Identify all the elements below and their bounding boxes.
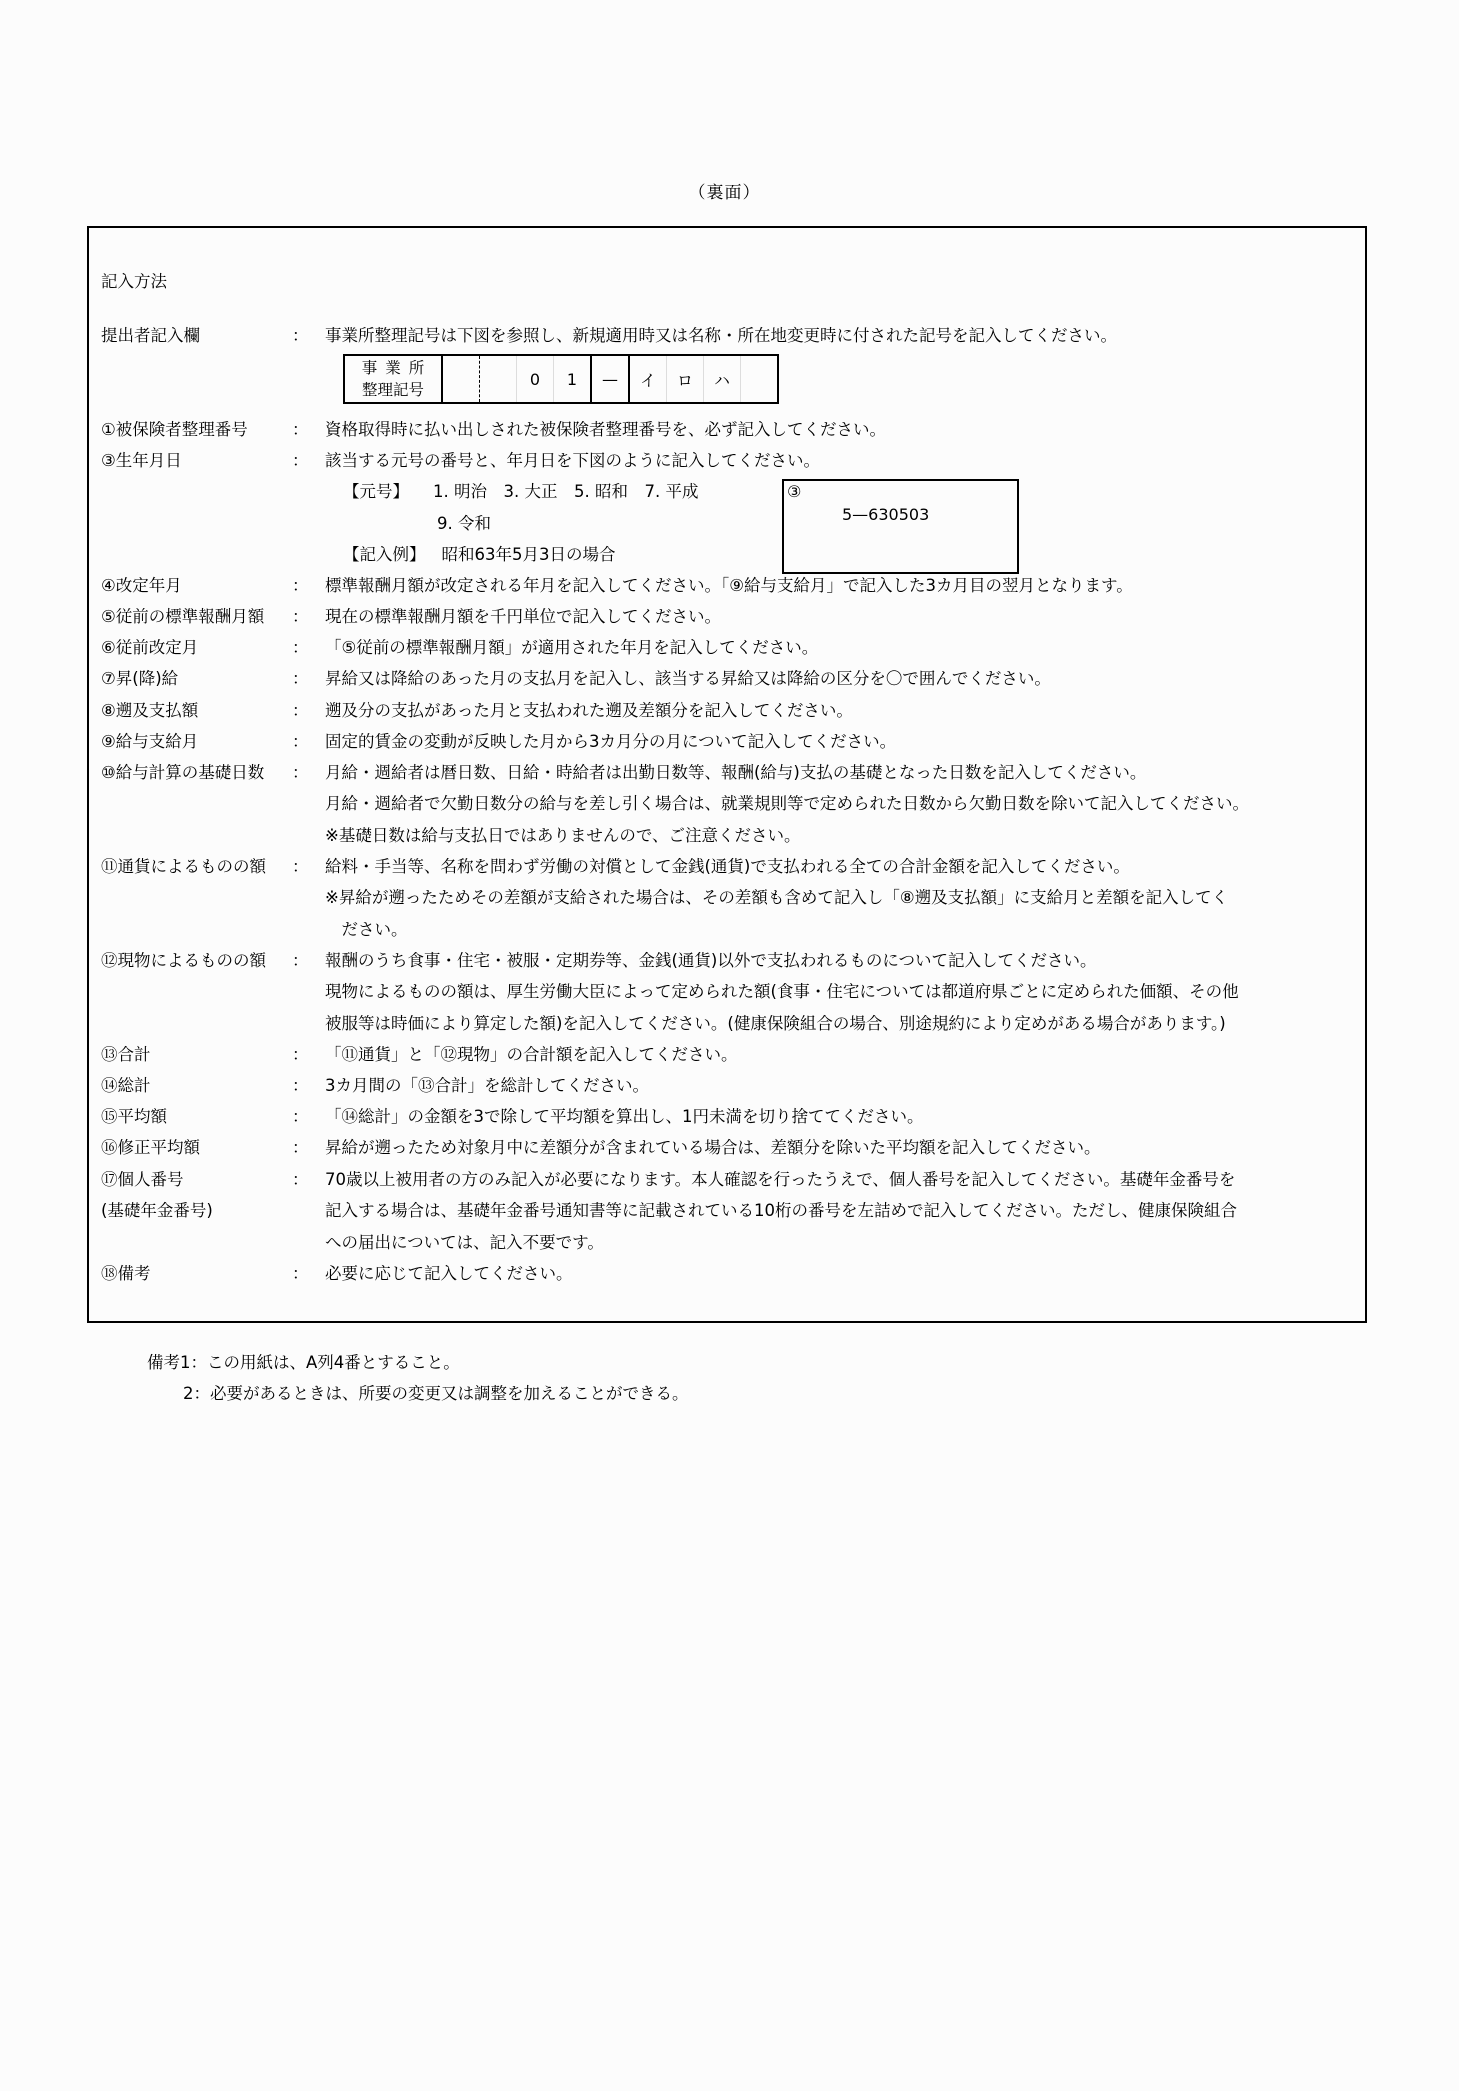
row-colon: ： xyxy=(292,326,309,345)
row-colon: ： xyxy=(292,420,309,439)
desc-line: 固定的賃金の変動が反映した月から3カ月分の月について記入してください。 xyxy=(325,732,897,751)
row-desc xyxy=(325,945,1239,1039)
desc-line: 「⑤従前の標準報酬月額」が適用された年月を記入してください。 xyxy=(325,638,819,657)
row-desc xyxy=(325,1132,1101,1163)
office-code-table xyxy=(343,354,779,404)
row-colon: ： xyxy=(292,1138,309,1157)
row-colon: ： xyxy=(292,857,309,876)
row-colon: ： xyxy=(292,638,309,657)
row-label: ⑯修正平均額 xyxy=(101,1138,200,1157)
row-colon: ： xyxy=(292,1170,309,1189)
row-label: ⑫現物によるものの額 xyxy=(101,951,266,970)
row-label: ⑤従前の標準報酬月額 xyxy=(101,607,265,626)
desc-line: 遡及分の支払があった月と支払われた遡及差額分を記入してください。 xyxy=(325,701,853,720)
instructions-box xyxy=(87,226,1367,1323)
row-label: 提出者記入欄 xyxy=(101,326,200,345)
row-desc xyxy=(325,632,818,663)
row-label-line2: (基礎年金番号) xyxy=(101,1201,213,1221)
row-label: ⑪通貨によるものの額 xyxy=(101,857,266,876)
row-label: ⑱備考 xyxy=(101,1264,151,1283)
desc-line: 「⑭総計」の金額を3で除して平均額を算出し、1円未満を切り捨ててください。 xyxy=(325,1107,924,1126)
desc-line: 現在の標準報酬月額を千円単位で記入してください。 xyxy=(325,607,721,626)
page-title-text: （裏面） xyxy=(688,183,761,203)
desc-line: ※基礎日数は給与支払日ではありませんので、ご注意ください。 xyxy=(325,825,801,845)
row-desc xyxy=(325,757,1249,851)
desc-line: への届出については、記入不要です。 xyxy=(325,1232,604,1252)
row-desc xyxy=(325,695,853,726)
era-example-text: 昭和63年5月3日の場合 xyxy=(441,544,616,564)
row-colon: ： xyxy=(292,607,309,626)
row-label: ⑧遡及支払額 xyxy=(101,701,199,720)
office-code-cell xyxy=(741,356,777,402)
row-colon: ： xyxy=(292,1076,309,1095)
desc-line: 被服等は時価により算定した額)を記入してください。(健康保険組合の場合、別途規約により定めがある場合があります。) xyxy=(325,1013,1226,1033)
row-desc xyxy=(325,726,896,757)
row-label: ⑥従前改定月 xyxy=(101,638,199,657)
office-code-cell: イ xyxy=(630,356,667,402)
desc-line: 昇給又は降給のあった月の支払月を記入し、該当する昇給又は降給の区分を〇で囲んでください。 xyxy=(325,669,1051,688)
row-label: ⑩給与計算の基礎日数 xyxy=(101,763,265,782)
footer-note-2: 2：必要があるときは、所要の変更又は調整を加えることができる。 xyxy=(183,1384,689,1403)
row-desc xyxy=(325,320,1117,351)
row-desc xyxy=(325,1070,649,1101)
footer-note-1: 備考1：この用紙は、A列4番とすること。 xyxy=(147,1353,460,1372)
row-label: ⑮平均額 xyxy=(101,1107,167,1126)
era-label: 【元号】 xyxy=(343,482,409,502)
row-label: ④改定年月 xyxy=(101,576,182,595)
row-label: ③生年月日 xyxy=(101,451,182,470)
row-desc xyxy=(325,1101,924,1132)
row-desc xyxy=(325,1039,738,1070)
row-colon: ： xyxy=(292,951,309,970)
footer-notes xyxy=(147,1347,689,1409)
row-colon: ： xyxy=(292,669,309,688)
desc-line: 標準報酬月額が改定される年月を記入してください。「⑨給与支給月」で記入した3カ月目の翌月となります。 xyxy=(325,576,1133,595)
row-label: ⑭総計 xyxy=(101,1076,151,1095)
row-desc xyxy=(325,601,721,632)
office-code-cell xyxy=(443,356,480,402)
office-code-header-line1: 事業所 xyxy=(361,359,433,377)
desc-line: 現物によるものの額は、厚生労働大臣によって定められた額(食事・住宅については都道府県ごとに定められた価額、その他 xyxy=(325,982,1239,1002)
desc-line: 報酬のうち食事・住宅・被服・定期券等、金銭(通貨)以外で支払われるものについて記入してください。 xyxy=(325,951,1097,970)
desc-line: 「⑪通貨」と「⑫現物」の合計額を記入してください。 xyxy=(325,1045,738,1064)
row-colon: ： xyxy=(292,763,309,782)
era-box-value: 5—630503 xyxy=(842,505,930,524)
desc-line: 月給・週給者で欠勤日数分の給与を差し引く場合は、就業規則等で定められた日数から欠勤日数を除いて記入してください。 xyxy=(325,794,1249,814)
desc-line: 必要に応じて記入してください。 xyxy=(325,1264,573,1283)
office-code-cell: ハ xyxy=(704,356,741,402)
row-label-line1: ⑰個人番号 xyxy=(101,1170,184,1189)
desc-line: 月給・週給者は暦日数、日給・時給者は出勤日数等、報酬(給与)支払の基礎となった日数を記入してください。 xyxy=(325,763,1147,782)
row-desc xyxy=(325,445,820,570)
row-colon: ： xyxy=(292,732,309,751)
row-desc xyxy=(325,1164,1237,1258)
row-desc xyxy=(325,1258,573,1289)
desc-line: 該当する元号の番号と、年月日を下図のように記入してください。 xyxy=(325,451,820,470)
office-code-cell: 1 xyxy=(554,356,592,402)
row-colon: ： xyxy=(292,451,309,470)
desc-line: 3カ月間の「⑬合計」を総計してください。 xyxy=(325,1076,649,1095)
row-label xyxy=(101,1164,213,1227)
section-heading: 記入方法 xyxy=(101,272,167,291)
row-desc xyxy=(325,663,1051,694)
desc-line: ※昇給が遡ったためその差額が支給された場合は、その差額も含めて記入し「⑧遡及支払額」に支給月と差額を記入してく xyxy=(325,888,1229,908)
page-title xyxy=(0,178,1459,203)
office-code-cell: ロ xyxy=(667,356,704,402)
row-desc xyxy=(325,851,1228,945)
row-desc xyxy=(325,414,886,445)
desc-line: 昇給が遡ったため対象月中に差額分が含まれている場合は、差額分を除いた平均額を記入してください。 xyxy=(325,1138,1101,1157)
era-options-line2: 9. 令和 xyxy=(437,513,491,533)
office-code-header xyxy=(345,356,443,402)
office-code-cell: — xyxy=(592,356,630,402)
era-options-line1 xyxy=(325,476,820,507)
era-box-number: ③ xyxy=(787,482,802,501)
row-colon: ： xyxy=(292,1264,309,1283)
desc-line: 70歳以上被用者の方のみ記入が必要になります。本人確認を行ったうえで、個人番号を記入してください。基礎年金番号を xyxy=(325,1170,1236,1189)
desc-line: 給料・手当等、名称を問わず労働の対償として金銭(通貨)で支払われる全ての合計金額を記入してください。 xyxy=(325,857,1130,876)
office-code-header-line2: 整理記号 xyxy=(361,381,424,399)
row-desc xyxy=(325,570,1133,601)
row-label: ⑬合計 xyxy=(101,1045,151,1064)
desc-line: 事業所整理記号は下図を参照し、新規適用時又は名称・所在地変更時に付された記号を記入してください。 xyxy=(325,326,1117,345)
desc-line: 記入する場合は、基礎年金番号通知書等に記載されている10桁の番号を左詰めで記入してください。ただし、健康保険組合 xyxy=(325,1201,1237,1221)
era-example-box xyxy=(782,479,1019,574)
row-colon: ： xyxy=(292,1107,309,1126)
row-colon: ： xyxy=(292,576,309,595)
era-options: 1. 明治 3. 大正 5. 昭和 7. 平成 xyxy=(433,482,699,502)
row-colon: ： xyxy=(292,1045,309,1064)
row-colon: ： xyxy=(292,701,309,720)
row-label: ①被保険者整理番号 xyxy=(101,420,248,439)
office-code-cell: 0 xyxy=(517,356,554,402)
office-code-cell xyxy=(480,356,517,402)
row-label: ⑨給与支給月 xyxy=(101,732,199,751)
era-example-label: 【記入例】 xyxy=(343,544,426,564)
row-label: ⑦昇(降)給 xyxy=(101,669,179,688)
era-example xyxy=(325,539,820,570)
desc-line: ださい。 xyxy=(325,919,408,939)
desc-line: 資格取得時に払い出しされた被保険者整理番号を、必ず記入してください。 xyxy=(325,420,886,439)
